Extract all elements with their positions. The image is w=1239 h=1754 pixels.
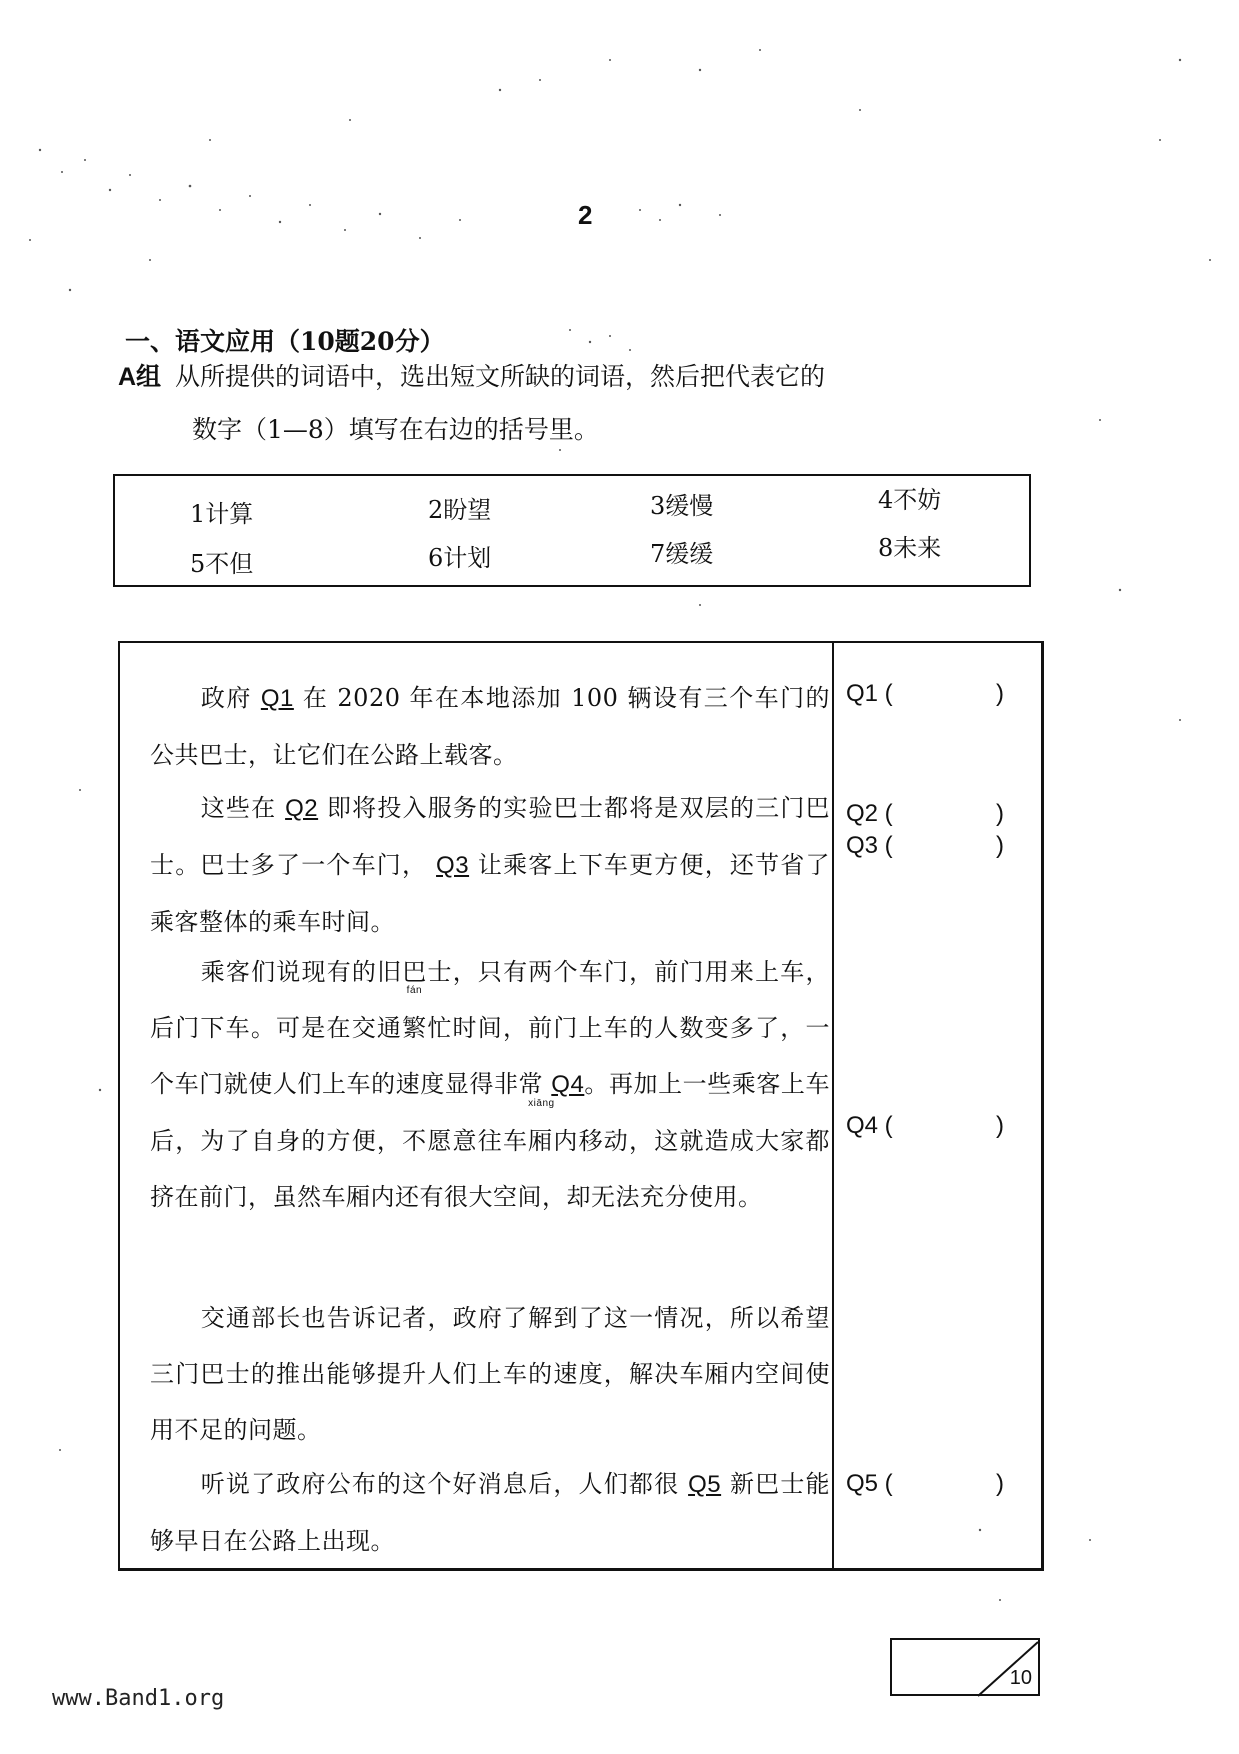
pinyin-annotated-char bbox=[402, 985, 427, 1056]
score-total: 10 bbox=[1009, 1667, 1032, 1689]
word-option: 1计算 bbox=[190, 500, 254, 528]
answer-label: Q3 ( bbox=[846, 832, 893, 859]
paragraph-text: 新巴士能够早日在公路上出现。 bbox=[150, 1470, 831, 1555]
page-number: 2 bbox=[578, 200, 593, 230]
paragraph-text: 乘客们说现有的旧巴士，只有两个车门，前门用来上车，后门下车。可是在交通 bbox=[150, 958, 830, 1042]
word-option: 6计划 bbox=[428, 544, 492, 572]
paragraph-text: 即将投入服务的实验巴士都将是双层的三门巴士。巴士多了一个车门， bbox=[150, 794, 831, 879]
blank-q4: Q4 bbox=[551, 1071, 585, 1098]
instruction-line-2: 数字（1—8）填写在右边的括号里。 bbox=[192, 415, 599, 444]
answer-close-paren: ) bbox=[996, 832, 1004, 859]
instruction-line-1 bbox=[118, 357, 825, 393]
word-option: 5不但 bbox=[190, 550, 254, 578]
watermark-url: www.Band1.org bbox=[52, 1686, 225, 1711]
answer-close-paren: ) bbox=[996, 1470, 1004, 1497]
answer-label: Q4 ( bbox=[846, 1112, 893, 1139]
paragraph-4 bbox=[150, 1290, 830, 1458]
instruction-text-1: 从所提供的词语中，选出短文所缺的词语，然后把代表它的 bbox=[175, 362, 826, 391]
pinyin: xiāng bbox=[528, 1098, 555, 1109]
blank-q3: Q3 bbox=[436, 852, 470, 879]
paragraph-text: 交通部长也告诉记者，政府了解到了这一情况，所以希望三门巴士的推出能够提升人们上车的速度，解决车厢内空间使用不足的问题。 bbox=[150, 1304, 830, 1444]
paragraph-text: 这些在 bbox=[200, 794, 277, 822]
paragraph-text: 让乘客上下车更方便，还节省了乘客整体的乘车时间。 bbox=[150, 851, 831, 936]
word-option: 7缓缓 bbox=[650, 540, 714, 568]
answer-column-divider bbox=[832, 641, 834, 1571]
paragraph-text: 听说了政府公布的这个好消息后，人们都很 bbox=[200, 1470, 680, 1498]
answer-label: Q5 ( bbox=[846, 1470, 893, 1497]
paragraph-3 bbox=[150, 944, 830, 1225]
answer-slot-q3[interactable] bbox=[846, 832, 1016, 860]
annotated-char: 厢 bbox=[528, 1127, 553, 1155]
word-bank-box bbox=[113, 474, 1031, 587]
paragraph-text: 忙时间，前门上车的人数变多了，一个车门就使人们上车的速度显得非常 bbox=[150, 1014, 831, 1098]
answer-close-paren: ) bbox=[996, 680, 1004, 707]
score-box bbox=[890, 1638, 1040, 1696]
paragraph-text: 政府 bbox=[200, 684, 252, 712]
answer-label: Q2 ( bbox=[846, 800, 893, 827]
word-option: 8未来 bbox=[878, 534, 942, 562]
blank-q2: Q2 bbox=[285, 795, 319, 822]
annotated-char: 繁 bbox=[402, 1014, 427, 1042]
pinyin: fán bbox=[406, 985, 423, 996]
answer-slot-q2[interactable] bbox=[846, 800, 1016, 828]
answer-close-paren: ) bbox=[996, 1112, 1004, 1139]
paragraph-text: 。再加上一些乘客上车后，为了自身的方便，不愿意往车 bbox=[150, 1070, 830, 1155]
word-option: 2盼望 bbox=[428, 496, 492, 524]
answer-close-paren: ) bbox=[996, 800, 1004, 827]
section-title: 一、语文应用（10题20分） bbox=[125, 327, 445, 356]
word-option: 3缓慢 bbox=[650, 492, 714, 520]
blank-q1: Q1 bbox=[260, 685, 294, 712]
answer-slot-q5[interactable] bbox=[846, 1470, 1016, 1498]
blank-q5: Q5 bbox=[688, 1471, 722, 1498]
word-option: 4不妨 bbox=[878, 486, 942, 514]
pinyin-annotated-char bbox=[528, 1098, 555, 1169]
group-label: A组 bbox=[118, 363, 162, 391]
answer-slot-q1[interactable] bbox=[846, 680, 1016, 708]
paragraph-text: 在 2020 年在本地添加 100 辆设有三个车门的公共巴士，让它们在公路上载客。 bbox=[150, 684, 830, 769]
paragraph-1 bbox=[150, 670, 830, 783]
answer-slot-q4[interactable] bbox=[846, 1112, 1016, 1140]
paragraph-2 bbox=[150, 780, 830, 950]
answer-label: Q1 ( bbox=[846, 680, 893, 707]
paragraph-text: 内移动，这就造成大家都挤在前门，虽然车厢内还有很大空间，却无法充分使用。 bbox=[150, 1127, 830, 1211]
paragraph-5 bbox=[150, 1456, 830, 1569]
